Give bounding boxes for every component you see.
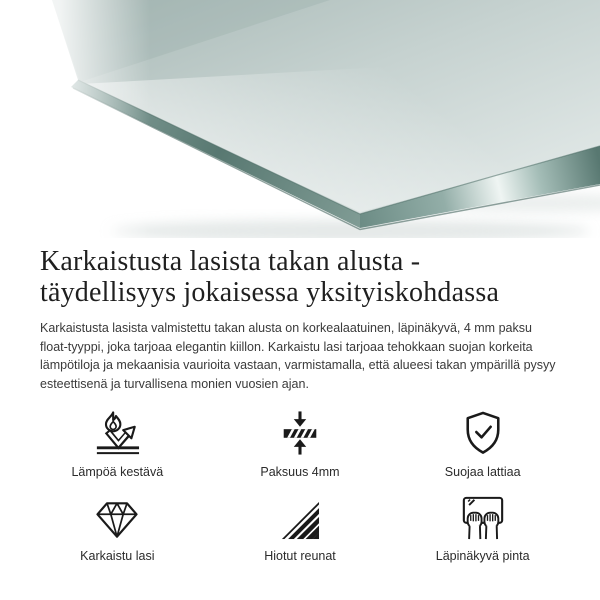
feature-label: Paksuus 4mm [260,465,340,479]
feature-label: Hiotut reunat [264,549,336,563]
feature-label: Suojaa lattiaa [444,465,521,479]
feature-item-thickness [209,410,392,479]
diamond-icon [94,494,140,540]
feature-item-protects-floor [391,410,574,479]
product-text-section [0,246,600,393]
heat-resistant-icon [90,410,144,456]
feature-label: Lämpöä kestävä [71,465,164,479]
shield-check-icon [462,410,504,456]
feature-item-tempered-glass [26,494,209,563]
product-description: Karkaistusta lasista valmistettu takan alusta on korkealaatuinen, läpinäkyvä, 4 mm paksu float-tyyppi, joka tarjoaa elegantin kiillon. Karkaistu lasi tarjoaa tehokkaan suojan korkeita lämpötiloja ja mekaanisia vaurioita vastaan, varmistamalla, että alueesi takan ympärillä pysyy esteettisenä ja turvallisena monien vuosien ajan. [40,321,556,391]
tempered-glass-panel-photo [0,0,600,238]
features-grid [26,410,574,563]
product-title: Karkaistusta lasista takan alusta - täydellisyys jokaisessa yksityiskohdassa [40,246,500,308]
polished-edges-icon [280,494,320,540]
feature-label: Läpinäkyvä pinta [435,549,530,563]
right-hand [484,513,498,539]
hands-holding-glass-icon [454,494,512,540]
feature-label: Karkaistu lasi [80,549,155,563]
left-hand [467,513,481,539]
feature-item-heat-resistant [26,410,209,479]
feature-item-polished-edges [209,494,392,563]
feature-item-transparent-surface [391,494,574,563]
thickness-4mm-icon [277,410,323,456]
